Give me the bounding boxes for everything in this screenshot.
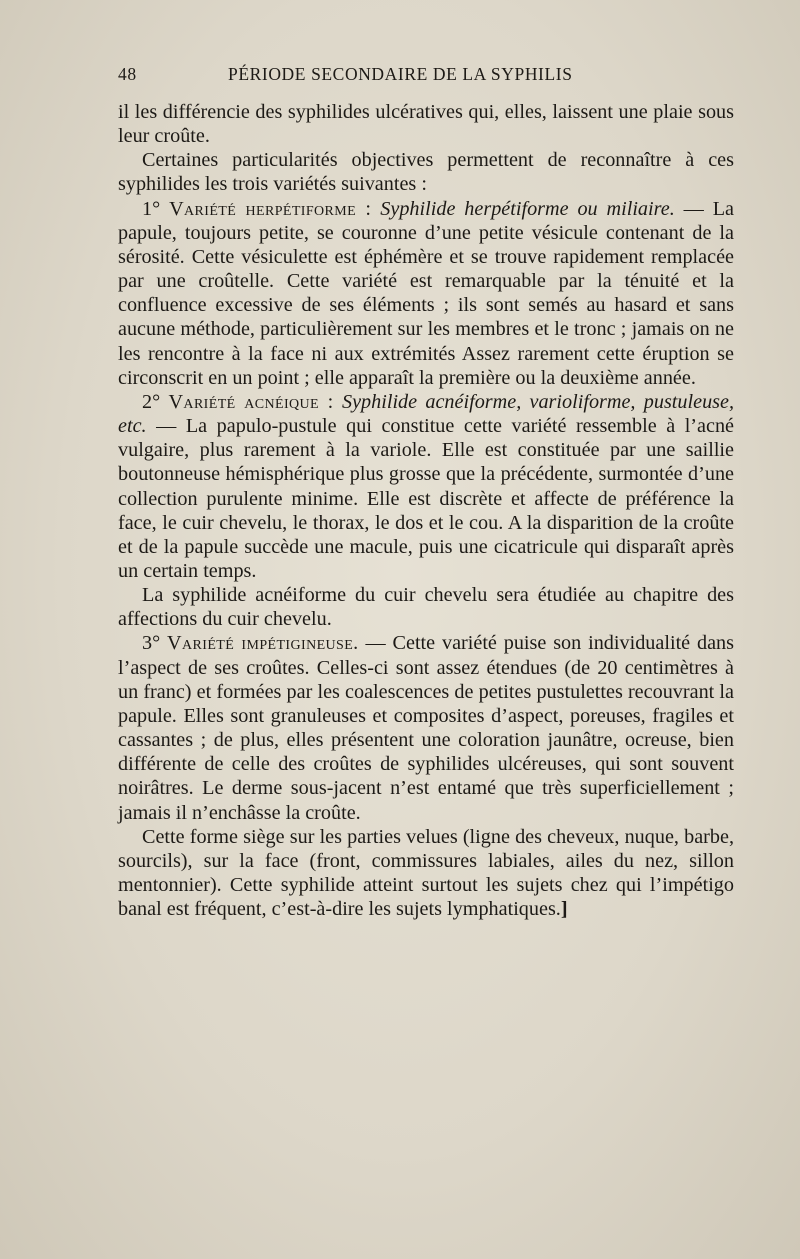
paragraph-variety-herpetiform bbox=[118, 197, 734, 390]
variety-heading: Variété acnéique : bbox=[168, 390, 334, 413]
variety-heading: Variété herpétiforme : bbox=[169, 197, 372, 220]
paragraph-scalp-note: La syphilide acnéiforme du cuir chevelu sera étudiée au chapitre des affections du cuir chevelu. bbox=[118, 584, 734, 631]
running-head bbox=[118, 58, 734, 88]
variety-number: 3° bbox=[142, 632, 161, 655]
body-text bbox=[118, 100, 734, 921]
variety-italic-title: Syphilide acnéiforme, varioliforme, pustuleuse, etc. bbox=[118, 390, 735, 438]
variety-number: 2° bbox=[142, 390, 161, 413]
closing-bracket: ] bbox=[560, 898, 568, 921]
paragraph-continuation: il les différencie des syphilides ulcératives qui, elles, laissent une plaie sous leur croûte. bbox=[118, 101, 734, 148]
variety-description: — La papulo-pustule qui constitue cette variété ressemble à l’acné vulgaire, plus rarement à la variole. Elle est constituée par une saillie boutonneuse hémisphérique plus grosse que la précédente, surmontée d’une collection purulente minime. Elle est discrète et affecte de préférence la face, le cuir chevelu, le thorax, le dos et le cou. A la disparition de la croûte et de la papule succède une macule, puis une cicatricule qui disparaît après un certain temps. bbox=[118, 415, 734, 582]
paragraph-variety-acneic bbox=[118, 390, 734, 583]
paragraph-location bbox=[118, 825, 734, 922]
paragraph-intro-varieties: Certaines particularités objectives permettent de reconnaître à ces syphilides les trois variétés suivantes : bbox=[118, 149, 734, 196]
paragraph-variety-impetiginous bbox=[118, 631, 734, 824]
variety-description: — La papule, toujours petite, se couronne d’une petite vésicule contenant de la sérosité. Cette vésiculette est éphémère et se trouve rapidement remplacée par une croûtelle. Cette variété est remarquable par la ténuité et la confluence excessive de ses éléments ; ils sont semés au hasard et sans aucune méthode, particulièrement sur les membres et le tronc ; jamais on ne les rencontre à la face ni aux extrémités Assez rarement cette éruption se circonscrit en un point ; elle apparaît la première ou la deuxième année. bbox=[118, 197, 735, 389]
book-page bbox=[118, 58, 734, 921]
variety-number: 1° bbox=[142, 197, 161, 220]
variety-italic-title: Syphilide herpétiforme ou miliaire. bbox=[380, 197, 675, 220]
variety-description: — Cette variété puise son individualité dans l’aspect de ses croûtes. Celles-ci sont assez étendues (de 20 centimètres à un franc) et formées par les coalescences de petites pustulettes recouvrant la papule. Elles sont granuleuses et composites d’aspect, poreuses, fragiles et cassantes ; de plus, elles présentent une coloration jaunâtre, ocreuse, bien différente de celle des croûtes de syphilides ulcéreuses, qui sont souvent noirâtres. Le derme sous-jacent n’est entamé que très superficiellement ; jamais il n’enchâsse la croûte. bbox=[118, 632, 734, 824]
running-title: PÉRIODE SECONDAIRE DE LA SYPHILIS bbox=[228, 64, 573, 84]
location-text: Cette forme siège sur les parties velues (ligne des cheveux, nuque, barbe, sourcils), sur la face (front, commissures labiales, ailes du nez, sillon mentonnier). Cette syphilide atteint surtout les sujets chez qui l’impétigo banal est fréquent, c’est-à-dire les sujets lymphatiques. bbox=[118, 825, 734, 921]
page-number: 48 bbox=[118, 64, 137, 84]
variety-heading: Variété impétigineuse. bbox=[167, 632, 359, 655]
